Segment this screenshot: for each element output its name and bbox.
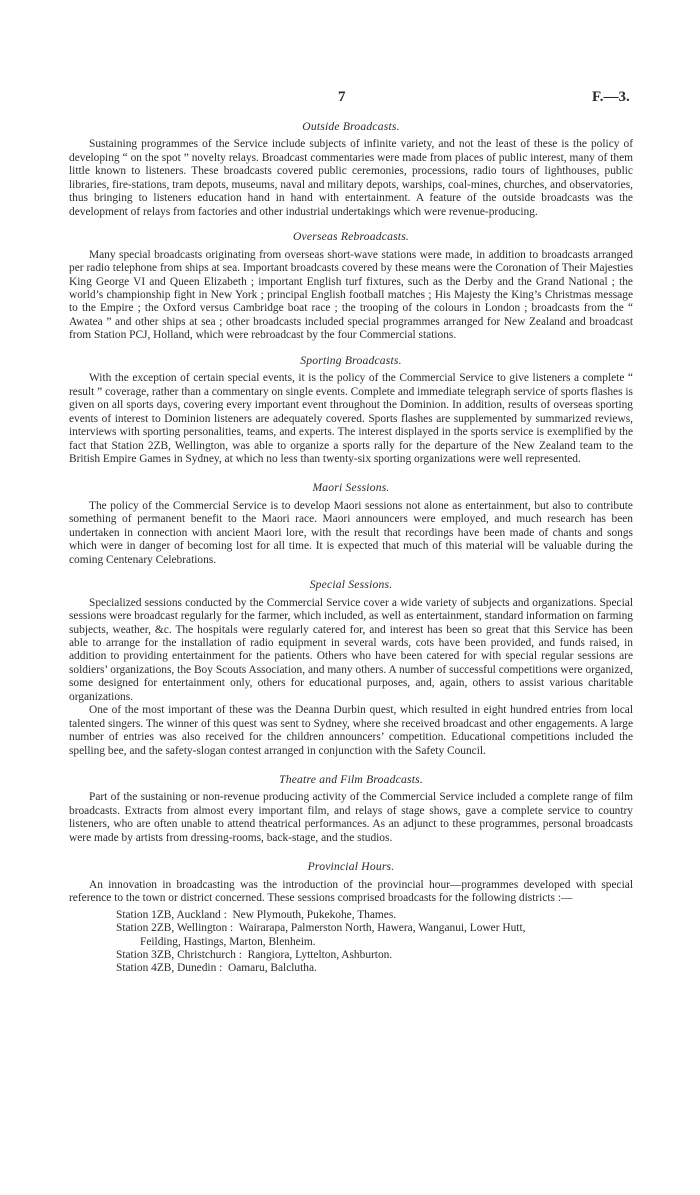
station-name: Station 2ZB, Wellington :	[116, 922, 234, 935]
paragraph: An innovation in broadcasting was the introduction of the provincial hour—programmes developed with special reference to the town or district concerned. These sessions comprised broadcasts for the following districts :—	[69, 878, 633, 905]
station-name: Station 4ZB, Dunedin :	[116, 962, 223, 975]
station-list	[116, 909, 633, 976]
station-districts-continued: Feilding, Hastings, Marton, Blenheim.	[140, 935, 316, 948]
paragraph: One of the most important of these was the Deanna Durbin quest, which resulted in eight hundred entries from local talented singers. The winner of this quest was sent to Sydney, where she received broadcast and other engagements. A large number of entries was also received for the children announcers’ competition. Educational competitions included the spelling bee, and the safety-slogan contest arranged in conjunction with the Safety Council.	[69, 704, 633, 757]
paragraph: With the exception of certain special events, it is the policy of the Commercial Service to give listeners a complete “ result ” coverage, rather than a commentary on single events. Complete and immediate telegraph service of sports flashes is given on all sports days, covering every important event throughout the Dominion. In addition, results of overseas sporting events of interest to Dominion listeners are adequately covered. Sports flashes are supplemented by summarized reviews, interviews with sporting personalities, teams, and experts. The interest displayed in the sports service is exemplified by the fact that Station 2ZB, Wellington, was able to organize a sports rally for the departure of the New Zealand team to the British Empire Games in Sydney, at which no less than twenty-six sporting organizations were well represented.	[69, 372, 633, 465]
paragraph: Specialized sessions conducted by the Commercial Service cover a wide variety of subjects and organizations. Special sessions were broadcast regularly for the farmer, which included, as well as entertainment, standard information on farming subjects, weather, &c. The hospitals were regularly catered for, and interest has been so great that this Service has been able to arrange for the installation of radio equipment in several wards, cots have been provided, and funds raised, in addition to providing entertainment for the patients. Others who have been catered for with special regular sessions are soldiers’ organizations, the Boy Scouts Association, and many others. A number of successful competitions were organized, some designed for entertainment only, others for educational purposes, and, again, others to assist various charitable organizations.	[69, 596, 633, 703]
section-heading-provincial-hours: Provincial Hours.	[307, 860, 395, 874]
station-districts: Oamaru, Balclutha.	[228, 962, 317, 975]
section-heading-outside-broadcasts: Outside Broadcasts.	[302, 120, 400, 133]
station-districts: Rangiora, Lyttelton, Ashburton.	[247, 949, 393, 962]
section-heading-sporting-broadcasts: Sporting Broadcasts.	[300, 353, 402, 367]
document-reference: F.—3.	[592, 89, 630, 105]
list-item	[116, 949, 633, 962]
section-heading-special-sessions: Special Sessions.	[309, 578, 393, 592]
document-body	[69, 120, 633, 976]
paragraph: Sustaining programmes of the Service include subjects of infinite variety, and not the least of these is the policy of developing “ on the spot ” novelty relays. Broadcast commentaries were made from places of public interest, many of them little known to listeners. These broadcasts covered public ceremonies, processions, radio tours of lighthouses, public libraries, fire-stations, tram depots, museums, naval and military depots, warships, coal-mines, churches, and observatories, thus bringing to listeners education hand in hand with entertainment. A feature of the outside broadcasts was the development of relays from factories and other industrial undertakings which were revenue-producing.	[69, 138, 633, 218]
station-districts: Wairarapa, Palmerston North, Hawera, Wanganui, Lower Hutt,	[238, 922, 526, 935]
list-item	[116, 909, 633, 922]
paragraph: Many special broadcasts originating from overseas short-wave stations were made, in addition to broadcasts arranged per radio telephone from ships at sea. Important broadcasts covered by these means were the Coronation of Their Majesties King George VI and Queen Elizabeth ; important English turf fixtures, such as the Derby and the Grand National ; the world’s championship fight in New York ; principal English football matches ; His Majesty the King’s Christmas message to the Empire ; the Oxford versus Cambridge boat race ; the trooping of the colours in London ; broadcasts from the “ Awatea ” and other ships at sea ; other broadcasts included special programmes arranged for New Zealand and broadcast from Station PCJ, Holland, which were rebroadcast by the four Commercial stations.	[69, 248, 633, 342]
paragraph: The policy of the Commercial Service is to develop Maori sessions not alone as entertainment, but also to contribute something of permanent benefit to the Maori race. Maori announcers were employed, and much research has been undertaken in connection with ancient Maori lore, with the result that recordings have been made of chants and songs which were in danger of becoming lost for all time. It is expected that much of this material will be valuable during the coming Centenary Celebrations.	[69, 499, 633, 566]
section-heading-overseas-rebroadcasts: Overseas Rebroadcasts.	[292, 230, 410, 244]
station-name: Station 1ZB, Auckland :	[116, 908, 227, 921]
list-item	[116, 922, 633, 949]
station-districts: New Plymouth, Pukekohe, Thames.	[232, 908, 397, 921]
section-heading-theatre-film: Theatre and Film Broadcasts.	[279, 773, 423, 787]
station-name: Station 3ZB, Christchurch :	[116, 949, 242, 962]
section-heading-maori-sessions: Maori Sessions.	[312, 481, 390, 495]
page-number: 7	[338, 89, 346, 105]
list-item	[116, 962, 633, 975]
paragraph: Part of the sustaining or non-revenue producing activity of the Commercial Service included a complete range of film broadcasts. Extracts from almost every important film, and relays of stage shows, gave a complete service to country listeners, who are often unable to attend theatrical performances. As an adjunct to these programmes, personal broadcasts were made by artists from dressing-rooms, back-stage, and the studios.	[69, 791, 633, 844]
